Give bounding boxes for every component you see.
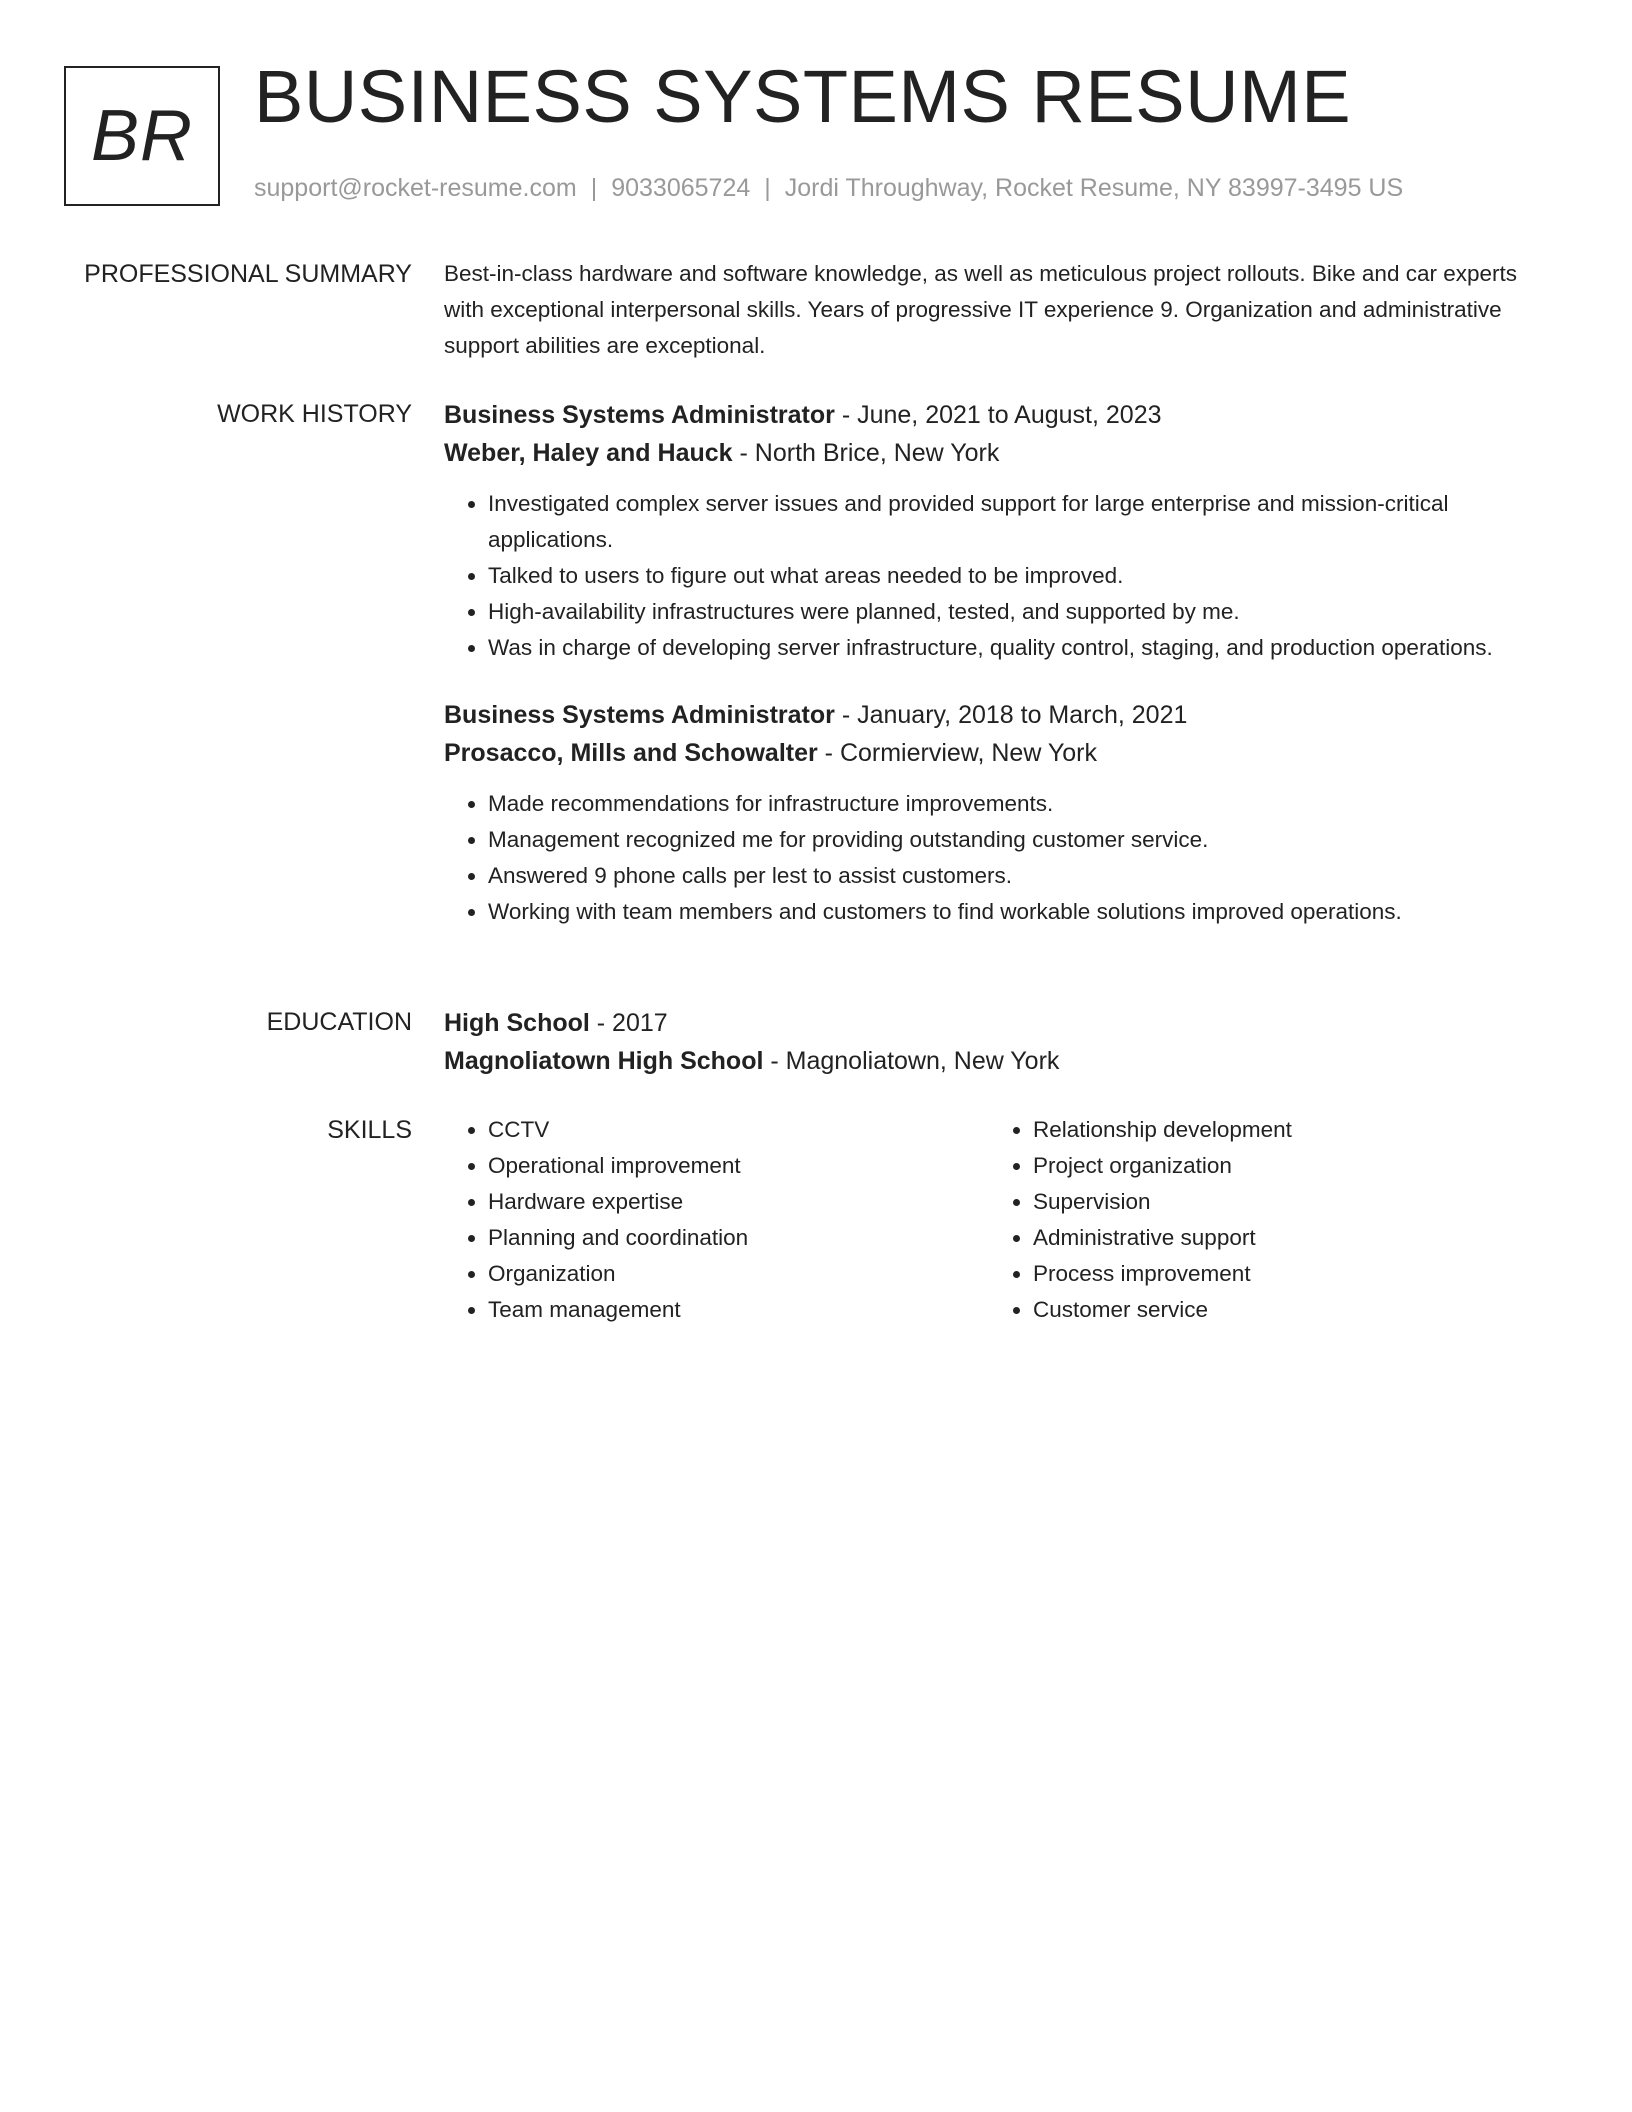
contact-email: support@rocket-resume.com [254, 174, 577, 202]
list-item: • Supervision [1033, 1184, 1534, 1220]
list-item: • Organization [488, 1256, 989, 1292]
list-item: • Planning and coordination [488, 1220, 989, 1256]
list-item: • Relationship development [1033, 1112, 1534, 1148]
list-item: • Process improvement [1033, 1256, 1534, 1292]
list-item: • Made recommendations for infrastructure improvements. [488, 786, 1554, 822]
job-location: - Cormierview, New York [817, 739, 1097, 767]
list-item: • Customer service [1033, 1292, 1534, 1328]
list-item: • Hardware expertise [488, 1184, 989, 1220]
job-title: Business Systems Administrator [444, 701, 835, 729]
list-item: • High-availability infrastructures were planned, tested, and supported by me. [488, 594, 1554, 630]
contact-line [254, 174, 1403, 203]
education-school-line [444, 1042, 1554, 1080]
summary-body [444, 256, 1554, 364]
skills-columns [444, 1112, 1554, 1328]
education-degree-line [444, 1004, 1554, 1042]
job-bullets [444, 786, 1554, 930]
job-company: Prosacco, Mills and Schowalter [444, 739, 818, 767]
job-bullets [444, 486, 1554, 666]
list-item: • Administrative support [1033, 1220, 1534, 1256]
summary-label: PROFESSIONAL SUMMARY [84, 260, 412, 288]
contact-separator: | [764, 174, 771, 202]
list-item: • Talked to users to figure out what areas needed to be improved. [488, 558, 1554, 594]
contact-address: Jordi Throughway, Rocket Resume, NY 83997-3495 US [784, 174, 1404, 202]
list-item: • CCTV [488, 1112, 989, 1148]
list-item: • Working with team members and customers to find workable solutions improved operations. [488, 894, 1554, 930]
education-degree: High School [444, 1009, 590, 1037]
list-item: • Operational improvement [488, 1148, 989, 1184]
education-body [444, 1004, 1554, 1080]
work-history-label: WORK HISTORY [217, 400, 412, 428]
contact-separator: | [590, 174, 598, 202]
education-label: EDUCATION [266, 1008, 412, 1036]
skills-list-left [444, 1112, 989, 1328]
skills-column-right [989, 1112, 1534, 1328]
list-item: • Management recognized me for providing outstanding customer service. [488, 822, 1554, 858]
list-item: • Answered 9 phone calls per lest to assist customers. [488, 858, 1554, 894]
contact-phone: 9033065724 [611, 174, 751, 202]
job-location: - North Brice, New York [732, 439, 1000, 467]
monogram-box [64, 66, 220, 206]
education-year: - 2017 [589, 1009, 668, 1037]
job-dates: - June, 2021 to August, 2023 [834, 401, 1162, 429]
job-company-line [444, 734, 1554, 772]
summary-text: Best-in-class hardware and software knowledge, as well as meticulous project rollouts. Bike and car experts with exceptional interpersonal skills. Years of progressive IT experience 9. Organization and administrative support abilities are exceptional. [444, 261, 1518, 358]
list-item: • Investigated complex server issues and provided support for large enterprise and mission-critical applications. [488, 486, 1554, 558]
skills-column-left [444, 1112, 989, 1328]
skills-label: SKILLS [327, 1116, 412, 1144]
education-school: Magnoliatown High School [444, 1047, 764, 1075]
education-location: - Magnoliatown, New York [763, 1047, 1060, 1075]
skills-body [444, 1112, 1554, 1328]
monogram-initials: BR [90, 96, 194, 176]
job-entry [444, 396, 1554, 666]
job-entry [444, 696, 1554, 930]
list-item: • Project organization [1033, 1148, 1534, 1184]
job-company: Weber, Haley and Hauck [444, 439, 733, 467]
job-company-line [444, 434, 1554, 472]
job-title-line [444, 396, 1554, 434]
resume-title: BUSINESS SYSTEMS RESUME [254, 55, 1352, 138]
list-item: • Was in charge of developing server infrastructure, quality control, staging, and production operations. [488, 630, 1554, 666]
job-dates: - January, 2018 to March, 2021 [834, 701, 1188, 729]
job-title: Business Systems Administrator [444, 401, 835, 429]
list-item: • Team management [488, 1292, 989, 1328]
skills-list-right [989, 1112, 1534, 1328]
work-history-body [444, 396, 1554, 930]
job-title-line [444, 696, 1554, 734]
